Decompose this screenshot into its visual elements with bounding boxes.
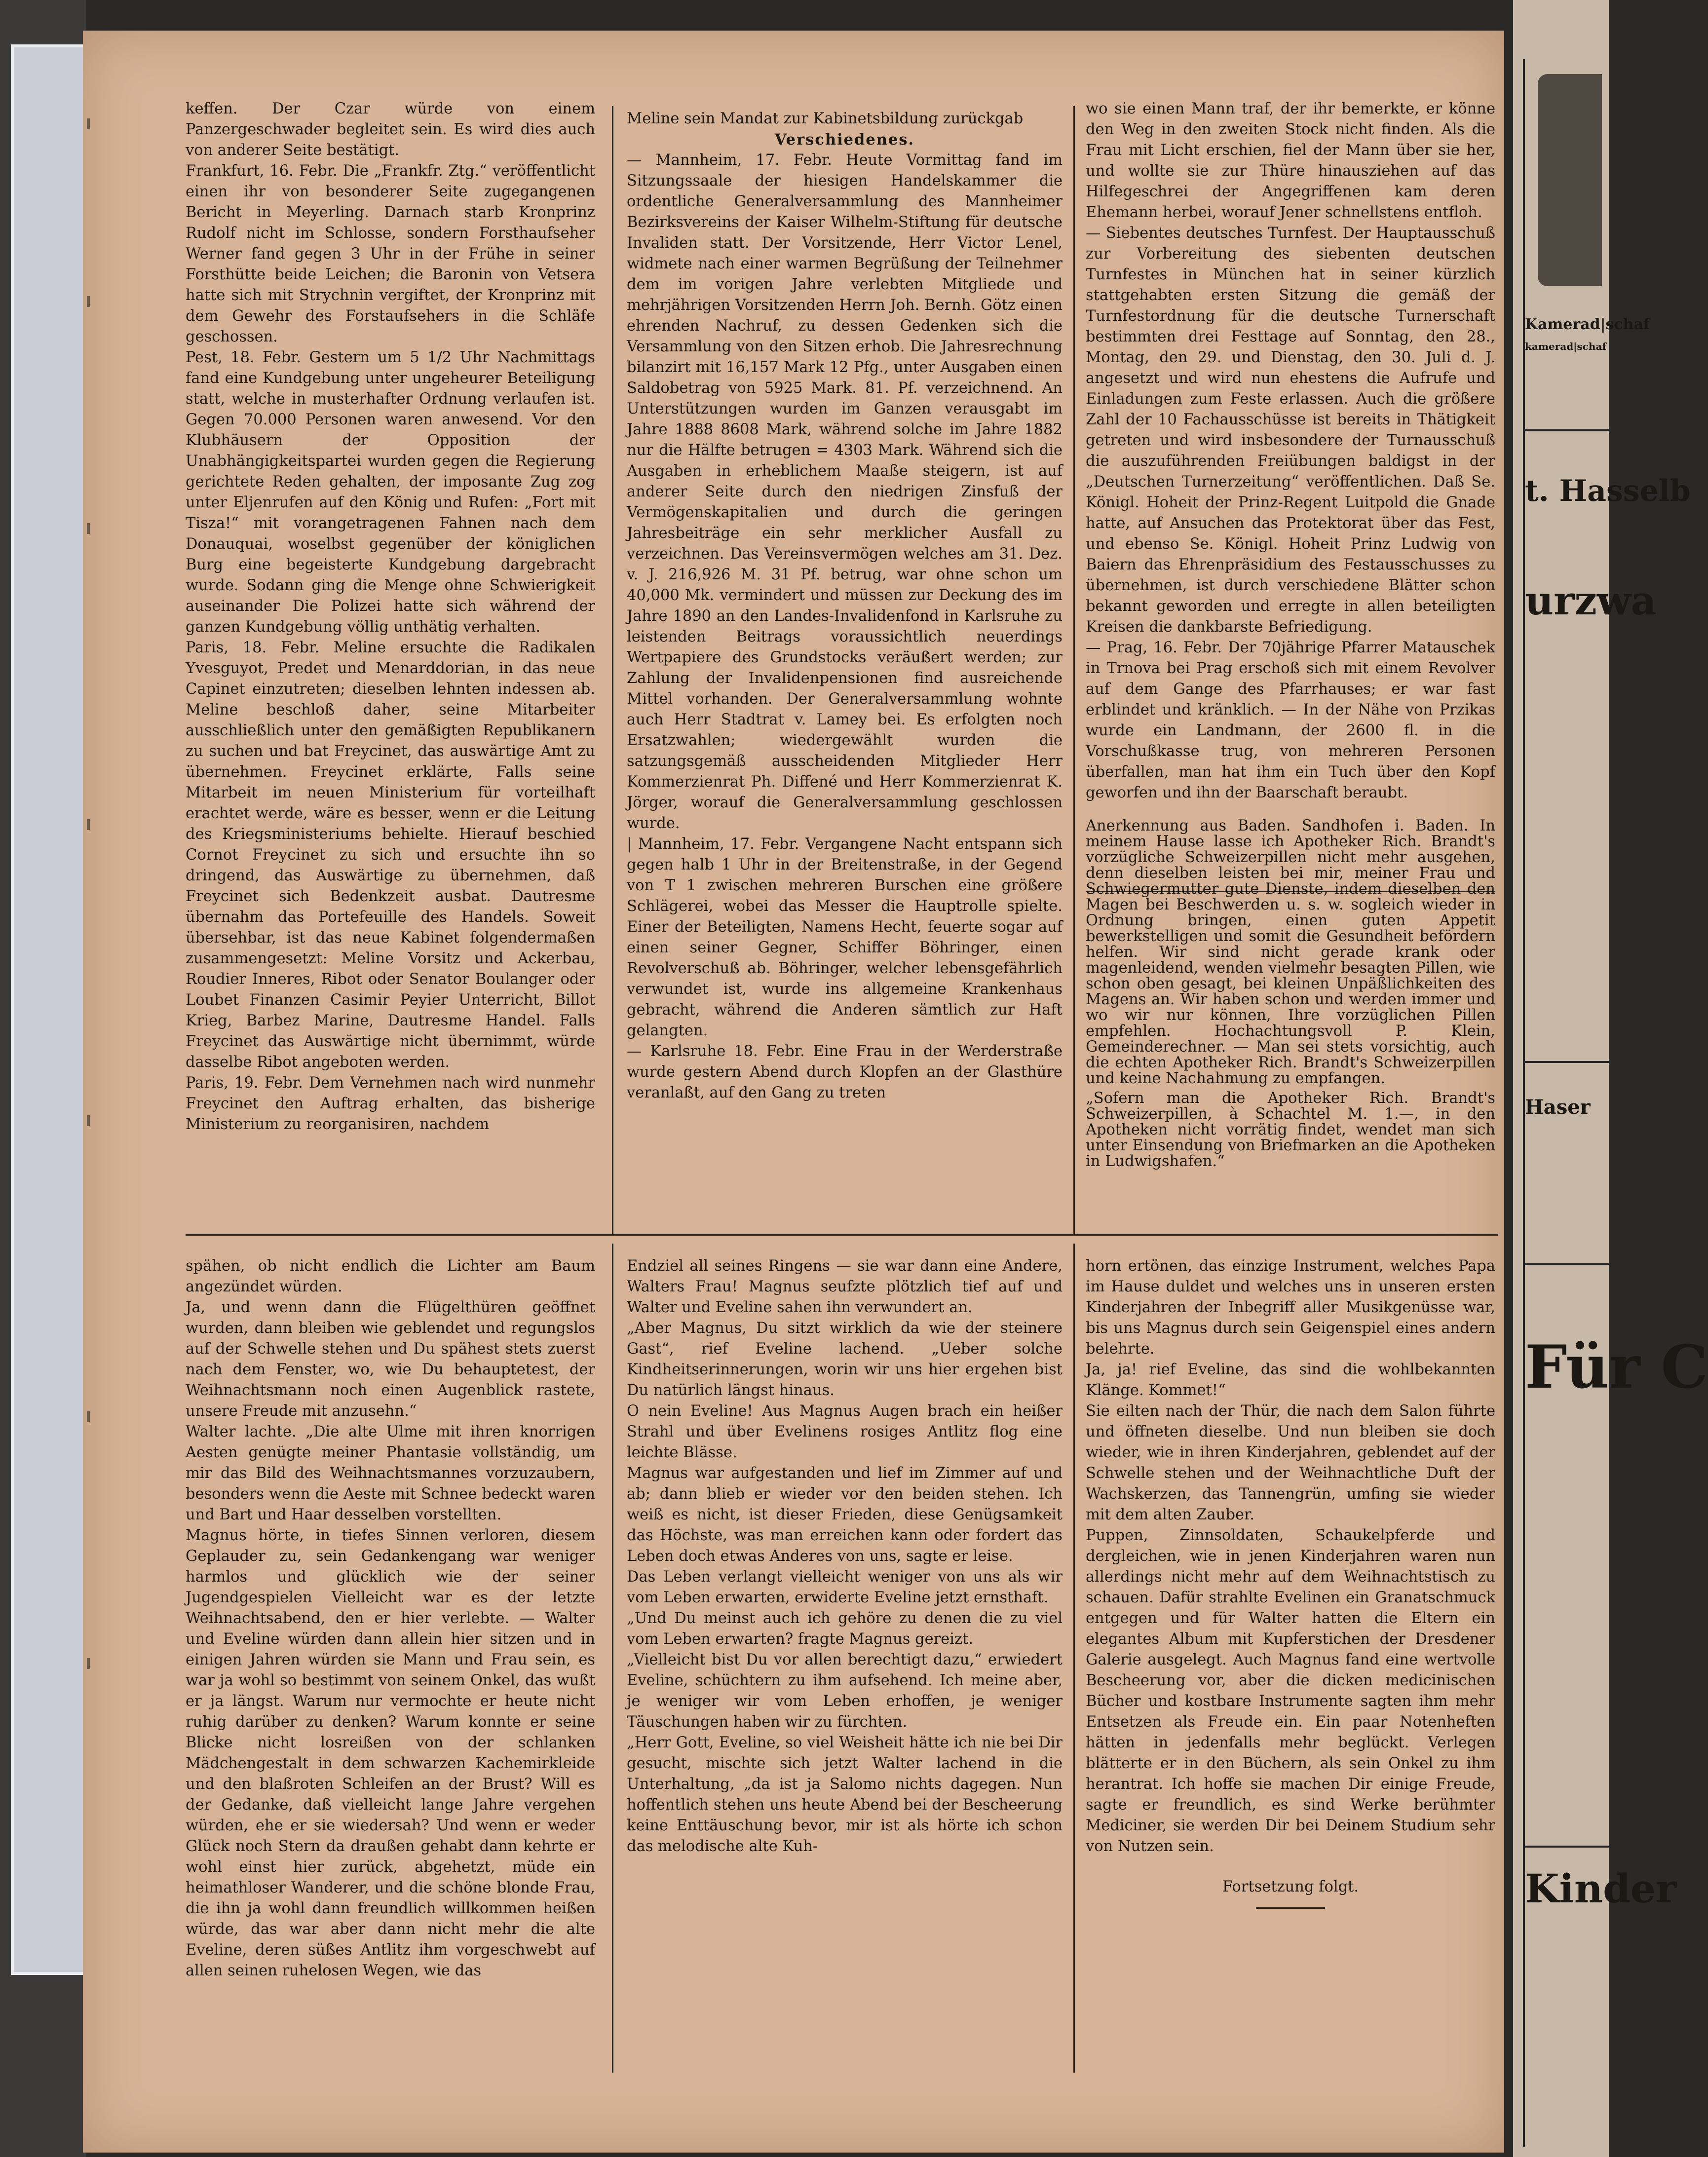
- story-paragraph: Ja, ja! rief Eveline, das sind die wohlbekannten Klänge. Kommet!“: [1086, 1361, 1495, 1399]
- story-paragraph: spähen, ob nicht endlich die Lichter am Baum angezündet würden.: [186, 1257, 595, 1295]
- story-paragraph: Sie eilten nach der Thür, die nach dem Salon führte und öffneten dieselbe. Und nun bleiben sie doch wieder, wie in ihren Kinderjahren, geblendet auf der Schwelle stehen und der Weihnachtliche Duft der Wachskerzen, das Tannengrün, umfing sie wieder mit dem alten Zauber.: [1086, 1402, 1495, 1523]
- article-turnfest: — Siebentes deutsches Turnfest. Der Hauptausschuß zur Vorbereitung des siebenten deutschen Turnfestes in München hat in seiner kürzlich stattgehabten ersten Sitzung die gemäß der Turnfestordnung für die deutsche Turnerschaft bestimmten drei Festtage auf Sonntag, den 28., Montag, den 29. und Dienstag, den 30. Juli d. J. angesetzt und wird nun ehestens die Aufrufe und Einladungen zum Feste erlassen. Auch die größere Zahl der 10 Fachausschüsse ist bereits in Thätigkeit getreten und wird insbesondere der Turnausschuß die auszuführenden Freiübungen baldigst in der „Deutschen Turnerzeitung“ veröffentlichen. Daß Se. Königl. Hoheit der Prinz-Regent Luitpold die Gnade hatte, auf Ansuchen das Protektorat über das Fest, und ebenso Se. Königl. Hoheit Prinz Ludwig von Baiern das Ehrenpräsidium des Festausschusses zu übernehmen, ist durch verschiedene Blätter schon bekannt geworden und erregte in allen beteiligten Kreisen die dankbarste Befriedigung.: [1086, 225, 1495, 636]
- advert-note: „Sofern man die Apotheker Rich. Brandt's Schweizerpillen, à Schachtel M. 1.—, in den Apotheken nicht vorrätig findet, wendet man sich unter Einsendung von Briefmarken an die Apotheken in Ludwigshafen.“: [1086, 1090, 1495, 1170]
- facing-page: [1513, 0, 1708, 2157]
- news-column-2: [627, 109, 1063, 1103]
- story-paragraph: Magnus war aufgestanden und lief im Zimmer auf und ab; dann blieb er wieder vor den beiden stehen. Ich weiß es nicht, ist dieser Frieden, diese Genügsamkeit das Höchste, was man erreichen kann oder fordert das Leben doch etwas Anderes von uns, sagte er leise.: [627, 1465, 1063, 1565]
- feuilleton-column-1: [186, 1256, 595, 1981]
- story-paragraph: Endziel all seines Ringens — sie war dann eine Andere, Walters Frau! Magnus seufzte plötzlich tief auf und Walter und Eveline sahen ihn verwundert an.: [627, 1257, 1063, 1316]
- story-paragraph: „Aber Magnus, Du sitzt wirklich da wie der steinere Gast“, rief Eveline lachend. „Ueber solche Kindheitserinnerungen, worin wir uns hier ergehen bist Du natürlich längst hinaus.: [627, 1320, 1063, 1399]
- facing-page-text: Kamerad|schaf: [1525, 316, 1650, 333]
- story-paragraph: Walter lachte. „Die alte Ulme mit ihren knorrigen Aesten genügte meiner Phantasie vollständig, um mir das Bild des Weihnachtsmannes vorzuzaubern, besonders wenn die Aeste mit Schnee bedeckt waren und Bart und Haar desselben vorstellten.: [186, 1423, 595, 1523]
- facing-page-text: Für C: [1525, 1332, 1708, 1402]
- continuation-note: Fortsetzung folgt.: [1222, 1878, 1359, 1895]
- column-rule-3: [612, 1244, 613, 2073]
- article-prag: — Prag, 16. Febr. Der 70jährige Pfarrer Matauschek in Trnova bei Prag erschoß sich mit einem Revolver auf dem Gange des Pfarrhauses; er war fast erblindet und kränklich. — In der Nähe von Przikas wurde ein Landmann, der 2600 fl. in die Vorschußkasse trug, von mehreren Personen überfallen, man hat ihm ein Tuch über den Kopf geworfen und ihn der Baarschaft beraubt.: [1086, 639, 1495, 801]
- column-rule-1: [612, 106, 613, 1234]
- story-paragraph: Magnus hörte, in tiefes Sinnen verloren, diesem Geplauder zu, sein Gedankengang war weniger harmlos und glücklich wie der seiner Jugendgespielen Vielleicht war es der letzte Weihnachtsabend, den er hier verlebte. — Walter und Eveline würden dann allein hier sitzen und in einigen Jahren würden sie Mann und Frau sein, es war ja wohl so bestimmt von seinem Onkel, das wußt er ja längst. Warum nur vermochte er heute nicht ruhig darüber zu denken? Warum konnte er seine Blicke nicht losreißen von der schlanken Mädchengestalt in dem schwarzen Kachemirkleide und den blaßroten Schleifen an der Brust? Will es der Gedanke, daß vielleicht lange Jahre vergehen würden, ehe er sie wiedersah? Und wenn er weder Glück noch Stern da draußen gehabt dann kehrte er wohl einst hier zurück, abgehetzt, müde ein heimathloser Wanderer, und die schöne blonde Frau, die ihn ja wohl dann freundlich willkommen heißen würde, das war aber dann nicht mehr die alte Eveline, deren süßes Antlitz ihm vorgeschwebt auf allen seinen ruhelosen Wegen, wie das: [186, 1527, 595, 1979]
- advert-block: [1086, 818, 1495, 1170]
- binder-strip: [11, 44, 86, 1975]
- article-paragraph: Meline sein Mandat zur Kabinetsbildung zurückgab: [627, 110, 1024, 127]
- end-rule: [1256, 1907, 1325, 1909]
- article-karlsruhe: — Karlsruhe 18. Febr. Eine Frau in der Werderstraße wurde gestern Abend durch Klopfen an der Glasthüre veranlaßt, auf den Gang zu treten: [627, 1043, 1063, 1101]
- story-paragraph: „Vielleicht bist Du vor allen berechtigt dazu,“ erwiedert Eveline, schüchtern zu ihm aufsehend. Ich meine aber, je weniger wir vom Leben erhoffen, je weniger Täuschungen haben wir zu fürchten.: [627, 1651, 1063, 1731]
- section-heading-verschiedenes: Verschiedenes.: [774, 131, 915, 149]
- facing-page-text: kamerad|schaf: [1525, 341, 1606, 352]
- feuilleton-column-3: [1086, 1256, 1495, 1909]
- story-paragraph: Puppen, Zinnsoldaten, Schaukelpferde und dergleichen, wie in jenen Kinderjahren waren nun allerdings nicht mehr auf dem Weihnachtstisch zu schauen. Dafür strahlte Evelinen ein Granatschmuck entgegen und für Walter hatten die Eltern ein elegantes Album mit Kupferstichen der Dresdener Galerie ausgelegt. Auch Magnus fand eine wertvolle Bescheerung vor, aber die dicken medicinischen Bücher und kostbare Instrumente sagten ihm mehr Entsetzen als Freude ein. Ein paar Notenheften hätten in jedenfalls mehr beglückt. Verlegen blätterte er in den Büchern, als sein Onkel zu ihm herantrat. Ich hoffe sie machen Dir einige Freude, sagte er freundlich, es sind Werke berühmter Mediciner, sie werden Dir bei Deinem Studium sehr von Nutzen sein.: [1086, 1527, 1495, 1855]
- article-paris-19: Paris, 19. Febr. Dem Vernehmen nach wird nunmehr Freycinet den Auftrag erhalten, das bisherige Ministerium zu reorganisiren, nachdem: [186, 1074, 595, 1133]
- article-mannheim-1: — Mannheim, 17. Febr. Heute Vormittag fand im Sitzungssaale der hiesigen Handelskammer die ordentliche Generalversammlung des Mannheimer Bezirksvereins der Kaiser Wilhelm-Stiftung für deutsche Invaliden statt. Der Vorsitzende, Herr Victor Lenel, widmete nach einer warmen Begrüßung der Teilnehmer dem im vorigen Jahre verlebten Mitgliede und mehrjährigen Vorsitzenden Herrn Joh. Bernh. Götz einen ehrenden Nachruf, zu dessen Gedenken sich die Versammlung von den Sitzen erhob. Die Jahresrechnung bilanzirt mit 16,157 Mark 12 Pfg., unter Ausgaben einen Saldobetrag von 5925 Mark. 81. Pf. verzeichnend. An Unterstützungen wurden im Ganzen verausgabt im Jahre 1888 8608 Mark, während solche im Jahre 1882 nur die Hälfte betrugen = 4303 Mark. Während sich die Ausgaben in erheblichem Maaße steigern, ist auf anderer Seite durch den niedrigen Zinsfuß der Vermögenskapitalien und durch die geringen Jahresbeiträge ein sehr merklicher Ausfall zu verzeichnen. Das Vereinsvermögen welches am 31. Dez. v. J. 216,926 M. 31 Pf. betrug, war ohne schon um 40,000 Mk. vermindert und müssen zur Deckung des im Jahre 1890 an den Landes-Invalidenfond in Karlsruhe zu leistenden Beitrags voraussichtlich neuerdings Wertpapiere des Grundstocks veräußert werden; zur Zahlung der Invalidenpensionen find ausreichende Mittel vorhanden. Der Generalversammlung wohnte auch Herr Stadtrat v. Lamey bei. Es erfolgten noch Ersatzwahlen; wiedergewählt wurden die satzungsgemäß ausscheidenden Mitglieder Herr Kommerzienrat Ph. Diffené und Herr Kommerzienrat K. Jörger, worauf die Generalversammlung geschlossen wurde.: [627, 151, 1063, 832]
- article-mannheim-2: | Mannheim, 17. Febr. Vergangene Nacht entspann sich gegen halb 1 Uhr in der Breitenstraße, in der Gegend von T 1 zwischen mehreren Burschen eine größere Schlägerei, wobei das Messer die Hauptrolle spielte. Einer der Beteiligten, Namens Hecht, feuerte sogar auf einen seiner Gegner, Schiffer Böhringer, einen Revolverschuß ab. Böhringer, welcher lebensgefährlich verwundet ist, wurde ins allgemeine Krankenhaus gebracht, während die Anderen sämtlich zur Haft gelangten.: [627, 835, 1063, 1039]
- news-column-1: [186, 99, 595, 1135]
- story-paragraph: Ja, und wenn dann die Flügelthüren geöffnet wurden, dann bleiben wie geblendet und regungslos auf der Schwelle stehen und Du spähest stets zuerst nach dem Fenster, wo, wie Du behauptetest, der Weihnachtsmann noch einen Augenblick rastete, unsere Freude mit anzusehn.“: [186, 1299, 595, 1420]
- advert-text: Anerkennung aus Baden. Sandhofen i. Baden. In meinem Hause lasse ich Apotheker Rich. Brandt's vorzügliche Schweizerpillen nicht mehr ausgehen, denn dieselben leisten bei mir, meiner Frau und Schwiegermutter gute Dienste, indem dieselben den Magen bei Beschwerden u. s. w. sogleich wieder in Ordnung bringen, einen guten Appetit bewerkstelligen und somit die Gesundheit befördern helfen. Wir sind nicht gerade krank oder magenleidend, wenden vielmehr besagten Pillen, wie schon oben gesagt, bei kleinen Unpäßlichkeiten des Magens an. Wir haben schon und werden immer und wo wir nur können, Ihre vorzüglichen Pillen empfehlen. Hochachtungsvoll P. Klein, Gemeinderechner. — Man sei stets vorsichtig, auch die echten Apotheker Rich. Brandt's Schweizerpillen und keine Nachahmung zu empfangen.: [1086, 817, 1495, 1087]
- facing-page-text: Kinder: [1525, 1865, 1677, 1912]
- story-paragraph: horn ertönen, das einzige Instrument, welches Papa im Hause duldet und welches uns in unseren ersten Kinderjahren der Inbegriff aller Musikgenüsse war, bis uns Magnus durch sein Geigenspiel eines andern belehrte.: [1086, 1257, 1495, 1358]
- article-paragraph: keffen. Der Czar würde von einem Panzergeschwader begleitet sein. Es wird dies auch von anderer Seite bestätigt.: [186, 100, 595, 159]
- article-paragraph: wo sie einen Mann traf, der ihr bemerkte, er könne den Weg in den zweiten Stock nicht finden. Als die Frau mit Licht erschien, fiel der Mann über sie her, und wollte sie zur Thüre hinausziehen auf das Hilfegeschrei der Angegriffenen kam deren Ehemann herbei, worauf Jener schnellstens entfloh.: [1086, 100, 1495, 221]
- facing-page-rule: [1525, 1263, 1609, 1265]
- news-column-3: [1086, 99, 1495, 1170]
- column-rule-2: [1073, 106, 1075, 1234]
- facing-page-text: urzwa: [1525, 577, 1657, 624]
- facing-page-text: Haser: [1525, 1096, 1591, 1119]
- facing-page-text: t. Hasselb: [1525, 474, 1691, 508]
- story-paragraph: Das Leben verlangt vielleicht weniger von uns als wir vom Leben erwarten, erwiderte Eveline jetzt ernsthaft.: [627, 1568, 1063, 1606]
- facing-page-rule: [1525, 1061, 1609, 1063]
- facing-page-rule: [1525, 429, 1609, 431]
- section-divider: [186, 1234, 1498, 1236]
- article-frankfurt: Frankfurt, 16. Febr. Die „Frankfr. Ztg.“ veröffentlicht einen ihr von besonderer Seite zugegangenen Bericht in Meyerling. Darnach starb Kronprinz Rudolf nicht im Schlosse, sondern Forsthaufseher Werner fand gegen 3 Uhr in der Frühe in seiner Forsthütte beide Leichen; die Baronin von Vetsera hatte sich mit Strychnin vergiftet, der Kronprinz mit dem Gewehr des Forstaufsehers in die Schläfe geschossen.: [186, 162, 595, 345]
- story-paragraph: „Herr Gott, Eveline, so viel Weisheit hätte ich nie bei Dir gesucht, mischte sich jetzt Walter lachend in die Unterhaltung, „da ist ja Salomo nichts dagegen. Nun hoffentlich stehen uns heute Abend bei der Bescheerung keine Enttäuschung bevor, mir ist als hörte ich schon das melodische alte Kuh-: [627, 1734, 1063, 1855]
- facing-page-rule: [1525, 1846, 1609, 1848]
- article-paris-18: Paris, 18. Febr. Meline ersuchte die Radikalen Yvesguyot, Predet und Menarddorian, in das neue Capinet einzutreten; dieselben lehnten indessen ab. Meline beschloß daher, seine Mitarbeiter ausschließlich unter den gemäßigten Republikanern zu suchen und bat Freycinet, das auswärtige Amt zu übernehmen. Freycinet erklärte, Falls seine Mitarbeit im neuen Ministerium für vorteilhaft erachtet werde, wäre es besser, wenn er die Leitung des Kriegsministeriums behielte. Hierauf beschied Cornot Freycinet zu sich und ersuchte ihn so dringend, das Auswärtige zu übernehmen, daß Freycinet sich Bedenkzeit ausbat. Dautresme übernahm das Portefeuille des Handels. Soweit übersehbar, ist das neue Kabinet folgendermaßen zusammengesetzt: Meline Vorsitz und Ackerbau, Roudier Inneres, Ribot oder Senator Boulanger oder Loubet Finanzen Casimir Peyier Unterricht, Billot Krieg, Barbez Marine, Dautresme Handel. Falls Freycinet das Auswärtige nicht übernimmt, würde dasselbe Ribot angeboten werden.: [186, 639, 595, 1071]
- emblem-image: [1538, 74, 1602, 286]
- feuilleton-column-2: [627, 1256, 1063, 1857]
- column-rule-4: [1073, 1244, 1075, 2073]
- article-pest: Pest, 18. Febr. Gestern um 5 1/2 Uhr Nachmittags fand eine Kundgebung unter ungeheurer Beteiligung statt, welche in musterhafter Ordnung verlaufen ist. Gegen 70.000 Personen waren anwesend. Vor den Klubhäusern der Opposition der Unabhängigkeitspartei wurden gegen die Regierung gerichtete Reden gehalten, der imposante Zug zog unter Eljenrufen auf den König und Rufen: „Fort mit Tisza!“ mit vorangetragenen Fahnen nach dem Donauquai, woselbst gegenüber der königlichen Burg eine begeisterte Kundgebung dargebracht wurde. Sodann ging die Menge ohne Schwierigkeit auseinander Die Polizei hatte sich während der ganzen Kundgebung völlig unthätig verhalten.: [186, 349, 595, 636]
- story-paragraph: O nein Eveline! Aus Magnus Augen brach ein heißer Strahl und über Evelinens rosiges Antlitz flog eine leichte Blässe.: [627, 1402, 1063, 1461]
- page-margin-marks: [87, 79, 97, 2053]
- story-paragraph: „Und Du meinst auch ich gehöre zu denen die zu viel vom Leben erwarten? fragte Magnus gereizt.: [627, 1610, 1063, 1648]
